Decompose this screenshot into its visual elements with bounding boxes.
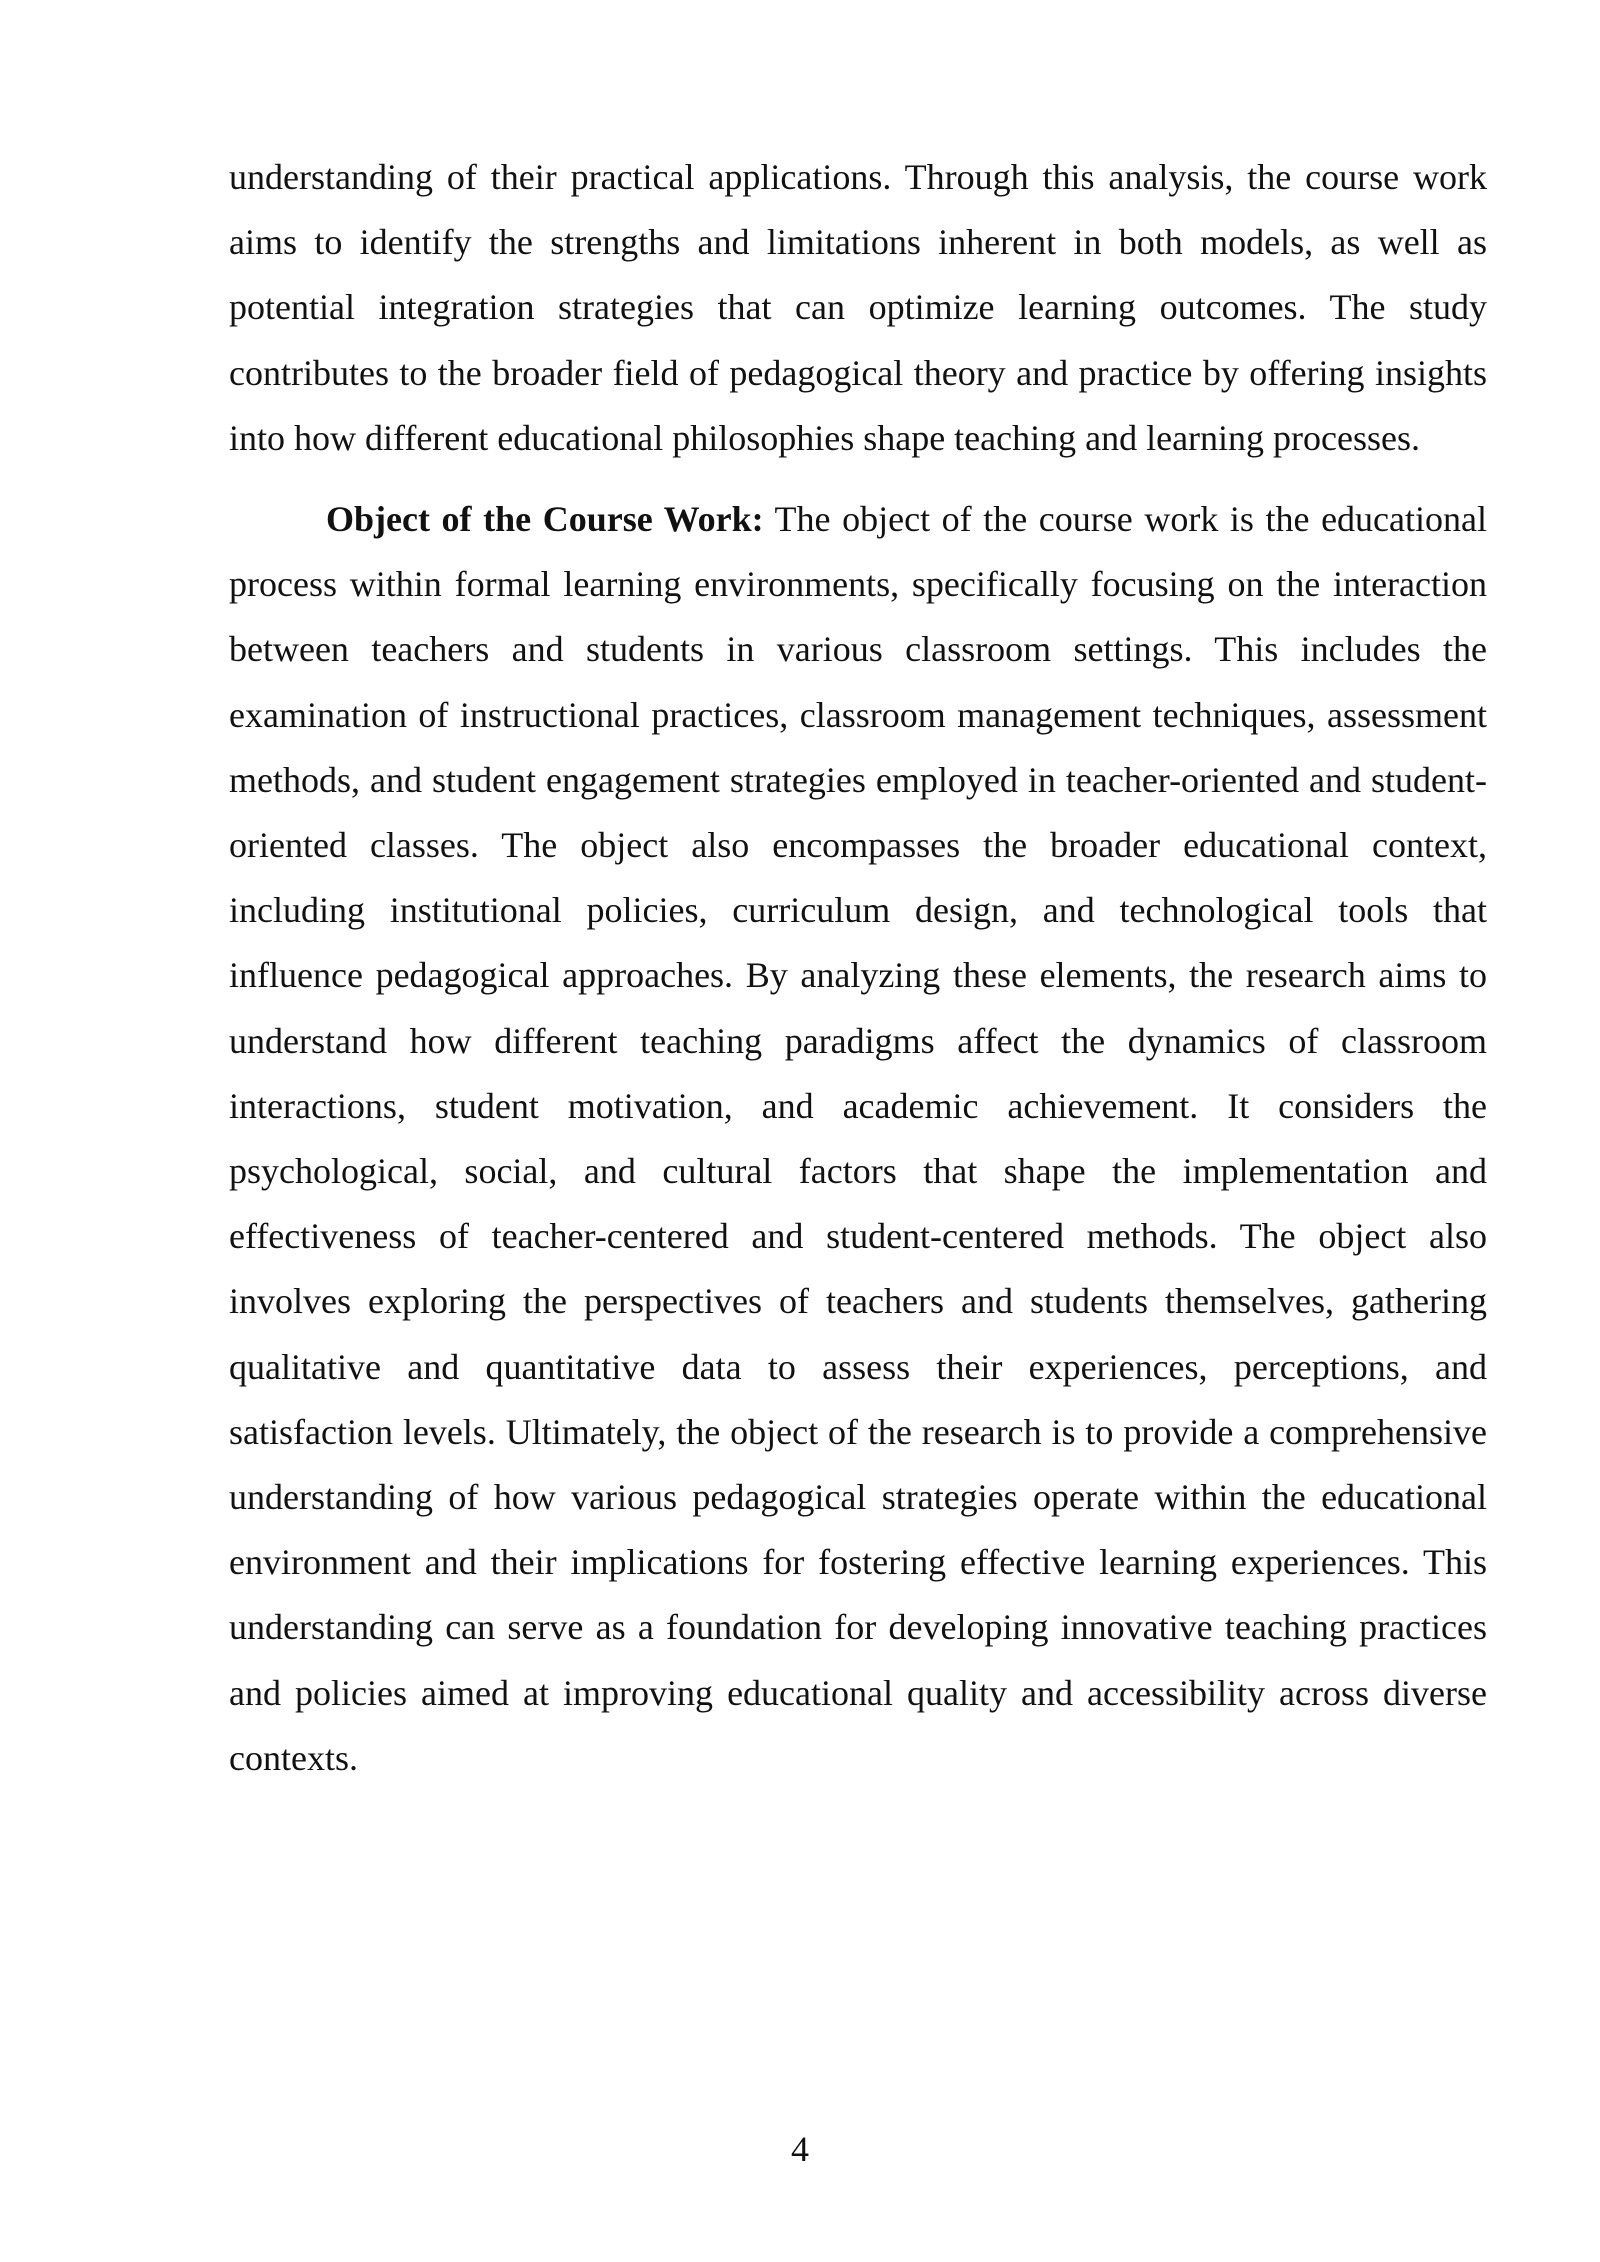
paragraph-continued: understanding of their practical applications. Through this analysis, the course work aims to identify the strengths and limitations inherent in both models, as well as potential integration strategies that can optimize learning outcomes. The study contributes to the broader field of pedagogical theory and practice by offering insights into how different educational philosophies shape teaching and learning processes. [229,157,1487,458]
body-text [229,145,1487,1791]
object-body: The object of the course work is the educational process within formal learning environments, specifically focusing on the interaction between teachers and students in various classroom settings. This includes the examination of instructional practices, classroom management techniques, assessment methods, and student engagement strategies employed in teacher-oriented and student-oriented classes. The object also encompasses the broader educational context, including institutional policies, curriculum design, and technological tools that influence pedagogical approaches. By analyzing these elements, the research aims to understand how different teaching paradigms affect the dynamics of classroom interactions, student motivation, and academic achievement. It considers the psychological, social, and cultural factors that shape the implementation and effectiveness of teacher-centered and student-centered methods. The object also involves exploring the perspectives of teachers and students themselves, gathering qualitative and quantitative data to assess their experiences, perceptions, and satisfaction levels. Ultimately, the object of the research is to provide a comprehensive understanding of how various pedagogical strategies operate within the educational environment and their implications for fostering effective learning experiences. This understanding can serve as a foundation for developing innovative teaching practices and policies aimed at improving educational quality and accessibility across diverse contexts. [229,499,1487,1778]
page-number: 4 [791,2129,809,2169]
paragraph-object-of-course-work [229,487,1487,1791]
object-heading: Object of the Course Work: [326,499,764,540]
